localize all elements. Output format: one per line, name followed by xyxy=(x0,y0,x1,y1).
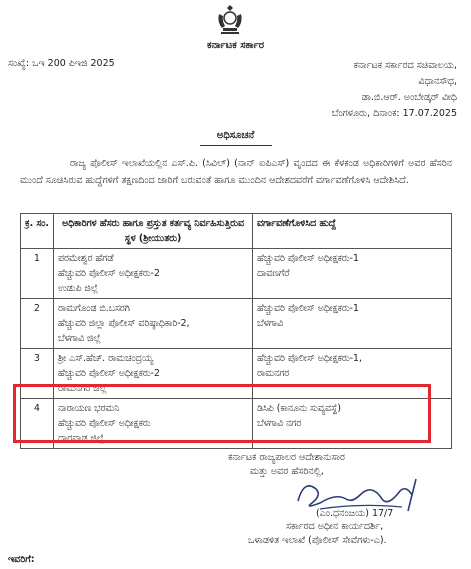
notification-body: ರಾಜ್ಯ ಪೊಲೀಸ್ ಇಲಾಖೆಯಲ್ಲಿನ ಎಸ್.ಪಿ. (ಸಿವಿಲ್) (ನಾನ್ ಐಪಿಎಸ್) ವೃಂದದ ಈ ಕೆಳಕಂಡ ಅಧಿಕಾರಿಗಳಿಗೆ ಅವರ ಹೆಸರಿನ ಮುಂದೆ ಸೂಚಿಸಿರುವ ಹುದ್ದೆಗಳಿಗೆ ತಕ್ಷಣದಿಂದ ಜಾರಿಗೆ ಬರುವಂತೆ ಹಾಗೂ ಮುಂದಿನ ಆದೇಶದವರೆಗೆ ವರ್ಗಾವಣೆಗೊಳಿಸಿ ಆದೇಶಿಸಿದೆ. xyxy=(20,158,452,186)
in-name-of-line: ಮತ್ತು ಅವರ ಹೆಸರಿನಲ್ಲಿ, xyxy=(250,466,324,477)
officer-name: ಶ್ರೀ ಎಸ್.ಹೆಚ್. ರಾಮಚಂದ್ರಯ್ಯ xyxy=(58,353,154,364)
row-serial: 2 xyxy=(21,299,54,349)
table-row xyxy=(21,249,452,299)
posting-place: ರಾಮನಗರ xyxy=(257,368,290,379)
government-title: ಕರ್ನಾಟಕ ಸರ್ಕಾರ xyxy=(206,40,265,51)
officer-current-post: ಹೆಚ್ಚುವರಿ ಪೊಲೀಸ್ ಅಧೀಕ್ಷಕರು xyxy=(58,418,151,429)
officer-cell xyxy=(54,249,253,299)
officer-current-post: ಹೆಚ್ಚುವರಿ ಜಿಲ್ಲಾ ಪೊಲೀಸ್ ವರಿಷ್ಠಾಧಿಕಾರಿ-2, xyxy=(58,318,190,329)
officer-current-post: ಹೆಚ್ಚುವರಿ ಪೊಲೀಸ್ ಅಧೀಕ್ಷಕರು-2 xyxy=(58,368,160,379)
table-header-row xyxy=(21,214,452,249)
row-serial: 1 xyxy=(21,249,54,299)
reference-number: ಸಂಖ್ಯೆ: ಒಇ 200 ಪಿಇಜಿ 2025 xyxy=(8,58,115,69)
notification-title: ಅಧಿಸೂಚನೆ xyxy=(216,130,255,141)
row-highlight-box xyxy=(13,384,431,443)
posting-place: ದಾವಣಗೆರೆ xyxy=(257,268,290,279)
karnataka-state-emblem-icon xyxy=(213,4,247,38)
signatory-department: ಒಳಾಡಳಿತ ಇಲಾಖೆ (ಪೊಲೀಸ್ ಸೇವೆಗಳು-ಎ). xyxy=(248,535,387,546)
posting-post: ಹೆಚ್ಚುವರಿ ಪೊಲೀಸ್ ಅಧೀಕ್ಷಕರು-1 xyxy=(257,303,359,314)
officer-signatory-name: (ಎಂ.ಧನಂಜಯ) 17/7 xyxy=(316,508,394,519)
posting-post: ಡಿಸಿಪಿ (ಕಾನೂನು ಸುವ್ಯವಸ್ಥೆ) xyxy=(257,403,341,414)
row-serial: 3 xyxy=(21,349,54,399)
officer-current-place: ಬೆಳಗಾವಿ ಜಿಲ್ಲೆ xyxy=(58,333,101,344)
header-officer: ಅಧಿಕಾರಿಗಳ ಹೆಸರು ಹಾಗೂ ಪ್ರಸ್ತುತ ಕರ್ತವ್ಯ ನಿರ್ವಹಿಸುತ್ತಿರುವ ಸ್ಥಳ (ಶ್ರೀಯುತರು) xyxy=(54,214,253,249)
governor-order-line: ಕರ್ನಾಟಕ ರಾಜ್ಯಪಾಲರ ಆದೇಶಾನುಸಾರ xyxy=(228,452,345,463)
address-line: ವಿಧಾನಸೌಧ, xyxy=(418,76,457,87)
title-underline xyxy=(200,145,272,146)
officer-current-place: ರಾಮನಗರ ಜಿಲ್ಲೆ xyxy=(58,383,107,394)
officer-name: ಪರಮೇಶ್ವರ ಹೆಗಡೆ xyxy=(58,253,114,264)
address-line: ಡಾ.ಬಿ.ಆರ್. ಅಂಬೇಡ್ಕರ್ ವೀಧಿ xyxy=(361,92,457,103)
officer-cell xyxy=(54,299,253,349)
posting-place: ಬೆಳಗಾವಿ ನಗರ xyxy=(257,418,302,429)
office-address xyxy=(332,58,457,122)
posting-post: ಹೆಚ್ಚುವರಿ ಪೊಲೀಸ್ ಅಧೀಕ್ಷಕರು-1, xyxy=(257,353,362,364)
posting-post: ಹೆಚ್ಚುವರಿ ಪೊಲೀಸ್ ಅಧೀಕ್ಷಕರು-1 xyxy=(257,253,359,264)
signatory-designation: ಸರ್ಕಾರದ ಅಧೀನ ಕಾರ್ಯದರ್ಶಿ, xyxy=(286,521,384,532)
officer-name: ರಾಮಗೊಂಡ ಬಿ.ಬಸರಗಿ xyxy=(58,303,130,314)
officer-name: ನಾರಾಯಣ ಭರಮನಿ xyxy=(58,403,120,414)
table-row xyxy=(21,299,452,349)
officer-current-place: ಧಾರವಾಡ ಜಿಲ್ಲೆ xyxy=(58,433,105,444)
posting-place: ಬೆಳಗಾವಿ xyxy=(257,318,284,329)
posting-cell xyxy=(253,299,452,349)
officer-current-place: ಉಡುಪಿ ಜಿಲ್ಲೆ xyxy=(58,283,99,294)
copy-to-label: ಇವರಿಗೆ: xyxy=(8,554,35,565)
header-posting: ವರ್ಗಾವಣೆಗೊಳಿಸಿದ ಹುದ್ದೆ xyxy=(253,214,452,249)
row-serial: 4 xyxy=(21,399,54,449)
posting-cell xyxy=(253,249,452,299)
header-serial: ಕ್ರ. ಸಂ. xyxy=(21,214,54,249)
officer-current-post: ಹೆಚ್ಚುವರಿ ಪೊಲೀಸ್ ಅಧೀಕ್ಷಕರು-2 xyxy=(58,268,160,279)
address-date-line: ಬೆಂಗಳೂರು, ದಿನಾಂಕ: 17.07.2025 xyxy=(331,108,457,119)
address-line: ಕರ್ನಾಟಕ ಸರ್ಕಾರದ ಸಚಿವಾಲಯ, xyxy=(353,60,457,71)
